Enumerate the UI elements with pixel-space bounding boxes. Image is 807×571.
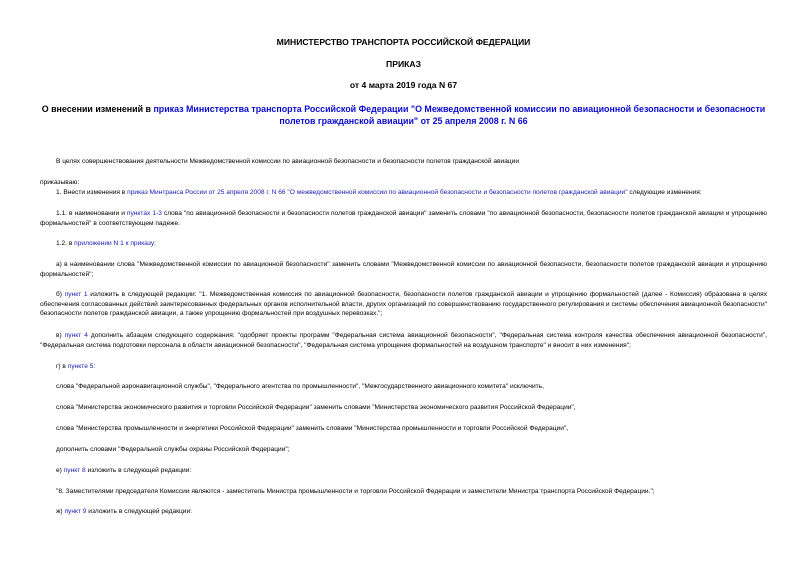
doc-type-heading: ПРИКАЗ	[386, 59, 421, 69]
paragraph-g-4: дополнить словами "Федеральной службы охраны Российской Федерации";	[56, 446, 290, 453]
paragraph-1	[40, 188, 767, 198]
p11-link[interactable]: пунктах 1-3	[126, 210, 162, 217]
p12-suffix: :	[154, 240, 156, 247]
paragraph-1-2	[40, 239, 767, 249]
pe-prefix: е)	[56, 467, 64, 474]
pv-suffix: дополнить абзацем следующего содержания: "одобряет проекты программ "Федеральная система авиационной безопасности", "Федеральная система контроля качества обеспечения авиационной безопасности", "Федеральная система подготовки персонала в области авиационной безопасности", "Федеральная система упрощения формальностей на воздушном транспорте" и вносит в них изменения";	[40, 332, 768, 349]
paragraph-g	[40, 362, 767, 372]
paragraph-g-3: слова "Министерства промышленности и энергетики Российской Федерации" заменить словами "Министерства промышленности и торговли Российской Федерации",	[56, 425, 569, 432]
pzh-prefix: ж)	[56, 508, 65, 515]
p12-link[interactable]: приложении N 1 к приказу	[74, 240, 155, 247]
pb-suffix: изложить в следующей редакции: "1. Межведомственная комиссия по авиационной безопасности, безопасности полетов гражданской авиации и упрощению формальностей (далее - Комиссия) образована в целях обеспечения согласованных действий заинтересованных федеральных органов исполнительной власти, других организаций по совершенствованию государственного регулирования и системы обеспечения авиационной безопасности" безопасности полетов гражданской авиации, а также упрощению формальностей при воздушных перевозках.";	[40, 291, 767, 317]
pb-prefix: б)	[56, 291, 65, 298]
title-link[interactable]: приказ Министерства транспорта Российской Федерации "О Межведомственной комиссии по авиационной безопасности и безопасности полетов гражданской авиации" от 25 апреля 2008 г. N 66	[153, 104, 766, 126]
paragraph-v	[40, 331, 767, 350]
p12-prefix: 1.2. в	[56, 240, 75, 247]
date-number-heading: от 4 марта 2019 года N 67	[349, 80, 458, 90]
p11-suffix: слова "по авиационной безопасности и безопасности полетов гражданской авиации" заменить словами "по авиационной безопасности, безопасности полетов гражданской авиации и упрощению формальностей" в соответствующем падеже.	[40, 210, 767, 227]
p1-prefix: 1. Внести изменения в	[56, 189, 128, 196]
pg-prefix: г) в	[56, 363, 68, 370]
order-word: приказываю:	[40, 179, 80, 186]
document-title	[40, 103, 767, 127]
paragraph-a: а) в наименовании слова "Межведомственной комиссии по авиационной безопасности" заменить словами "Межведомственной комиссии по авиационной безопасности, безопасности полетов гражданской авиации и упрощению формальностей";	[40, 261, 767, 278]
pb-link[interactable]: пункт 1	[64, 291, 88, 298]
paragraph-e	[40, 466, 767, 476]
pv-link[interactable]: пункт 4	[64, 332, 88, 339]
paragraph-g-2: слова "Министерства экономического развития и торговли Российской Федерации" заменить словами "Министерства экономического развития Российской Федерации",	[56, 404, 576, 411]
p1-suffix: следующие изменения:	[627, 189, 702, 196]
pg-suffix: :	[93, 363, 96, 370]
paragraph-b	[40, 290, 767, 319]
pzh-suffix: изложить в следующей редакции:	[86, 508, 193, 515]
paragraph-1-1	[40, 209, 767, 228]
intro-paragraph: В целях совершенствования деятельности Межведомственной комиссии по авиационной безопасности и безопасности полетов гражданской авиации	[56, 158, 520, 165]
paragraph-e-text: "8. Заместителями председателя Комиссии являются - заместитель Министра промышленности и торговли Российской Федерации и заместители Министра транспорта Российской Федерации.";	[56, 488, 655, 495]
paragraph-g-1: слова "Федеральной аэронавигационной службы", "Федерального агентства по промышленности", "Межгосударственного авиационного комитета" исключить,	[56, 383, 544, 390]
pg-link[interactable]: пункте 5	[67, 363, 94, 370]
pzh-link[interactable]: пункт 9	[64, 508, 87, 515]
ministry-heading: МИНИСТЕРСТВО ТРАНСПОРТА РОССИЙСКОЙ ФЕДЕРАЦИИ	[276, 37, 531, 47]
title-prefix: О внесении изменений в	[41, 104, 154, 114]
pe-suffix: изложить в следующей редакции:	[85, 467, 192, 474]
paragraph-zh	[40, 507, 767, 517]
pv-prefix: в)	[56, 332, 65, 339]
pe-link[interactable]: пункт 8	[63, 467, 86, 474]
p1-link[interactable]: приказ Минтранса России от 25 апреля 2008 г. N 66 "О межведомственной комиссии по авиационной безопасности и безопасности полетов гражданской авиации"	[127, 189, 628, 196]
p11-prefix: 1.1. в наименовании и	[56, 210, 127, 217]
